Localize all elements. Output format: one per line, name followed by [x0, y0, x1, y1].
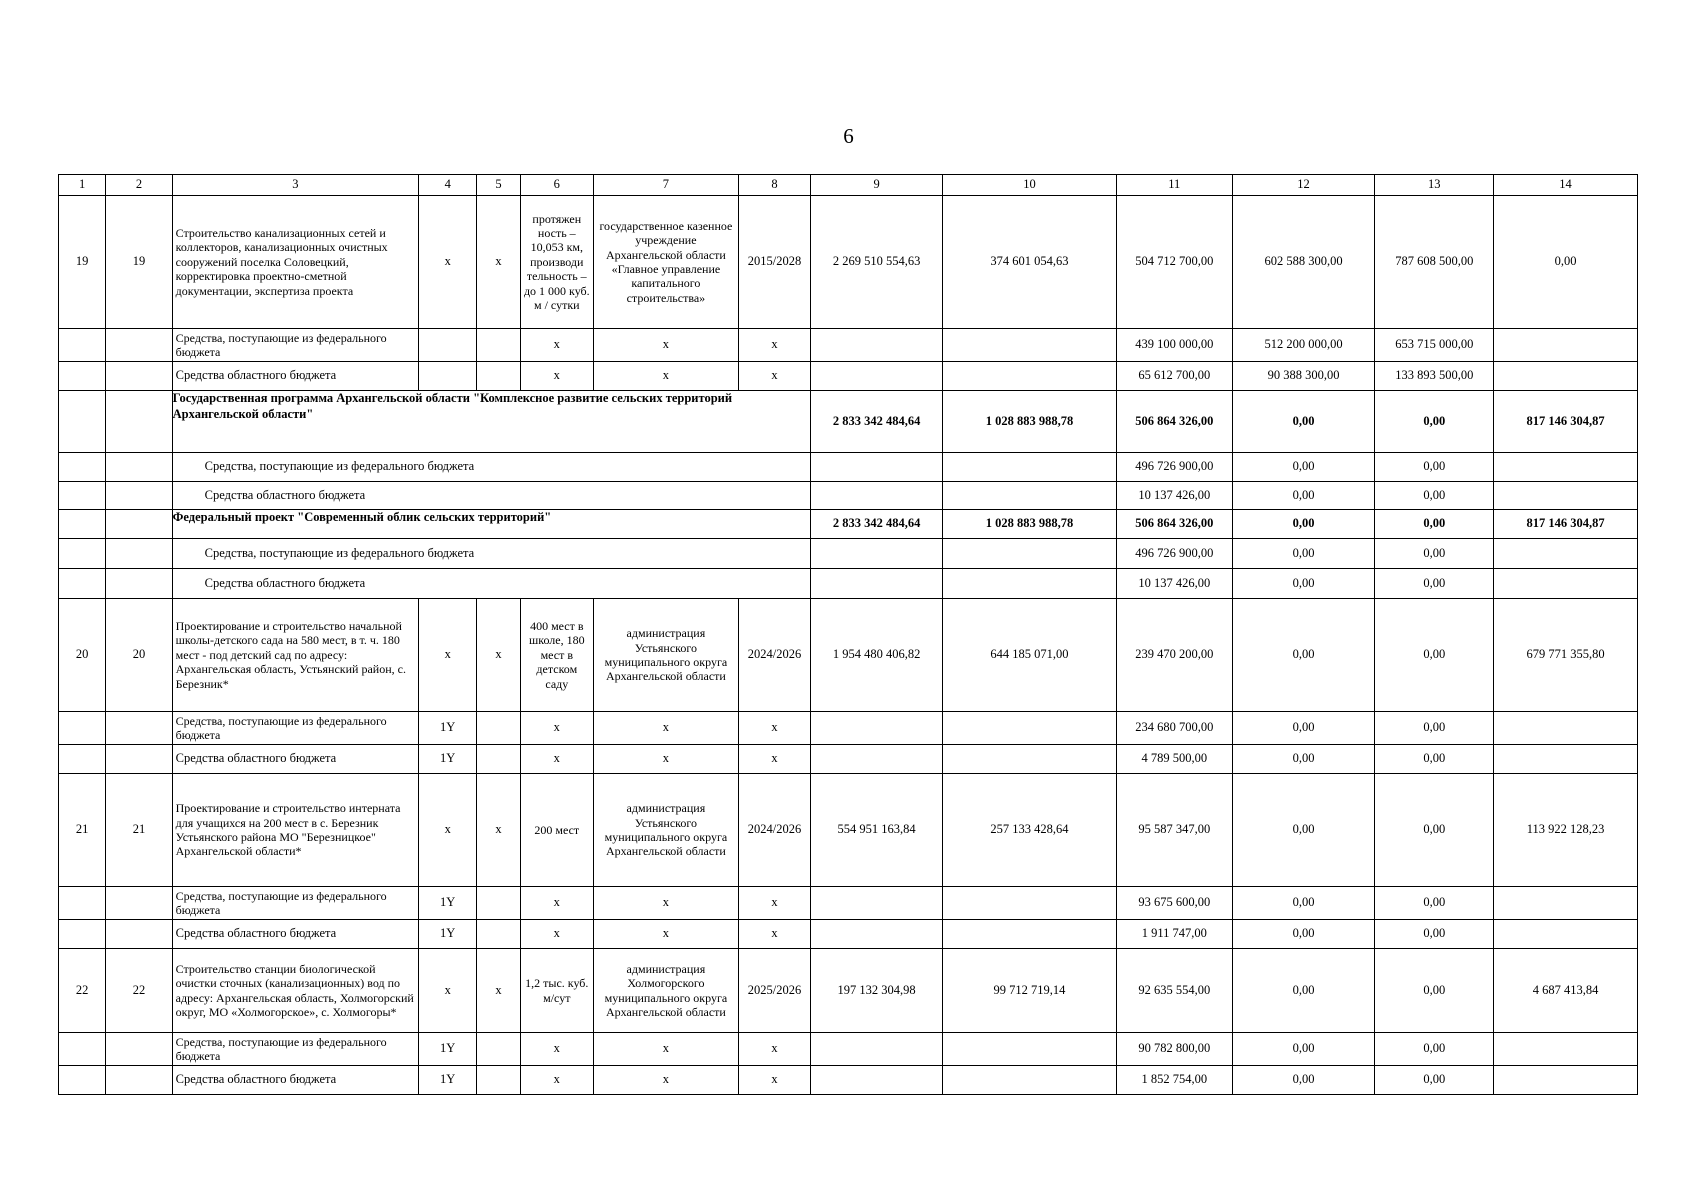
- header-cell: 10: [942, 175, 1116, 196]
- header-cell: 12: [1232, 175, 1375, 196]
- cost-2024: 4 789 500,00: [1116, 745, 1232, 774]
- capacity: 400 мест в школе, 180 мест в детском саду: [520, 599, 593, 712]
- cost-2025: 0,00: [1232, 453, 1375, 482]
- cost-2024: 504 712 700,00: [1116, 196, 1232, 329]
- cost-2024: 239 470 200,00: [1116, 599, 1232, 712]
- funding-label: Средства областного бюджета: [172, 482, 811, 510]
- cell-x: х: [520, 712, 593, 745]
- period: 2024/2026: [738, 774, 810, 887]
- row-number: 22: [106, 949, 172, 1033]
- cost-2026: 133 893 500,00: [1375, 362, 1494, 391]
- cell-x: х: [594, 362, 739, 391]
- table-row: [59, 712, 1638, 745]
- header-cell: 11: [1116, 175, 1232, 196]
- cost-2026: 0,00: [1375, 1066, 1494, 1095]
- object-name: Строительство канализационных сетей и коллекторов, канализационных очистных сооружений поселка Соловецкий, корректировка проектно-сметной документации, экспертиза проекта: [172, 196, 418, 329]
- table-row: [59, 510, 1638, 539]
- cost-2025: 0,00: [1232, 774, 1375, 887]
- table-row: [59, 482, 1638, 510]
- cost-2025: 0,00: [1232, 920, 1375, 949]
- object-name: Строительство станции биологической очистки сточных (канализационных) вод по адресу: Архангельская область, Холмогорский округ, МО «Холмогорское», с. Холмогоры*: [172, 949, 418, 1033]
- period: 2025/2026: [738, 949, 810, 1033]
- cell-x: х: [738, 887, 810, 920]
- cost-2024: 90 782 800,00: [1116, 1033, 1232, 1066]
- cost-2025: 0,00: [1232, 569, 1375, 599]
- cost-2025: 0,00: [1232, 510, 1375, 539]
- budget-code: 1Y: [419, 745, 477, 774]
- cost-2025: 602 588 300,00: [1232, 196, 1375, 329]
- cost-2026: 0,00: [1375, 1033, 1494, 1066]
- row-number: 22: [59, 949, 106, 1033]
- table-row: [59, 920, 1638, 949]
- cost-remaining: 0,00: [1494, 196, 1638, 329]
- header-cell: 4: [419, 175, 477, 196]
- cell-x: х: [738, 329, 810, 362]
- header-cell: 1: [59, 175, 106, 196]
- cost-2024: 439 100 000,00: [1116, 329, 1232, 362]
- cost-2024: 506 864 326,00: [1116, 510, 1232, 539]
- cost-2025: 90 388 300,00: [1232, 362, 1375, 391]
- table-row: [59, 391, 1638, 453]
- budget-code: 1Y: [419, 887, 477, 920]
- table-row: [59, 949, 1638, 1033]
- cost-remaining: 679 771 355,80: [1494, 599, 1638, 712]
- cost-total: 2 269 510 554,63: [811, 196, 943, 329]
- header-cell: 6: [520, 175, 593, 196]
- project-title: Федеральный проект "Современный облик сельских территорий": [172, 510, 811, 539]
- cost-2025: 0,00: [1232, 1033, 1375, 1066]
- cell-x: х: [520, 745, 593, 774]
- cost-2024: 496 726 900,00: [1116, 539, 1232, 569]
- cost-2025: 0,00: [1232, 887, 1375, 920]
- cost-2025: 0,00: [1232, 949, 1375, 1033]
- cell-x: х: [419, 599, 477, 712]
- cost-2024: 1 852 754,00: [1116, 1066, 1232, 1095]
- table-row: [59, 329, 1638, 362]
- cell-x: х: [419, 949, 477, 1033]
- funding-label: Средства, поступающие из федерального бюджета: [172, 539, 811, 569]
- object-name: Проектирование и строительство начальной школы-детского сада на 580 мест, в т. ч. 180 мест - под детский сад по адресу: Архангельская область, Устьянский район, с. Березник*: [172, 599, 418, 712]
- row-number: 19: [59, 196, 106, 329]
- table-row: [59, 1033, 1638, 1066]
- row-number: 21: [106, 774, 172, 887]
- cell-x: х: [594, 1066, 739, 1095]
- cost-total: 554 951 163,84: [811, 774, 943, 887]
- table-row: [59, 569, 1638, 599]
- table-row: [59, 1066, 1638, 1095]
- cell-x: х: [520, 329, 593, 362]
- cell-x: х: [520, 1033, 593, 1066]
- cell-x: х: [594, 1033, 739, 1066]
- cost-total: 2 833 342 484,64: [811, 510, 943, 539]
- budget-code: 1Y: [419, 712, 477, 745]
- cost-2025: 0,00: [1232, 599, 1375, 712]
- cost-2026: 0,00: [1375, 539, 1494, 569]
- investment-table: [58, 174, 1638, 1095]
- cost-remaining: 4 687 413,84: [1494, 949, 1638, 1033]
- customer: администрация Холмогорского муниципального округа Архангельской области: [594, 949, 739, 1033]
- cost-2024: 496 726 900,00: [1116, 453, 1232, 482]
- budget-code: 1Y: [419, 920, 477, 949]
- cost-2026: 0,00: [1375, 510, 1494, 539]
- cell-x: х: [738, 712, 810, 745]
- program-title: Государственная программа Архангельской области "Комплексное развитие сельских территорий Архангельской области": [172, 391, 811, 453]
- funding-label: Средства областного бюджета: [172, 1066, 418, 1095]
- budget-code: 1Y: [419, 1033, 477, 1066]
- cell-x: х: [594, 329, 739, 362]
- cost-2025: 0,00: [1232, 391, 1375, 453]
- funding-label: Средства, поступающие из федерального бюджета: [172, 329, 418, 362]
- row-number: 20: [106, 599, 172, 712]
- budget-code: 1Y: [419, 1066, 477, 1095]
- cost-2024: 1 911 747,00: [1116, 920, 1232, 949]
- cost-total: 197 132 304,98: [811, 949, 943, 1033]
- header-cell: 5: [477, 175, 520, 196]
- cell-x: х: [738, 1033, 810, 1066]
- period: 2015/2028: [738, 196, 810, 329]
- header-cell: 8: [738, 175, 810, 196]
- header-cell: 2: [106, 175, 172, 196]
- cost-total: 2 833 342 484,64: [811, 391, 943, 453]
- table-row: [59, 453, 1638, 482]
- cell-x: х: [520, 920, 593, 949]
- header-cell: 14: [1494, 175, 1638, 196]
- object-name: Проектирование и строительство интерната для учащихся на 200 мест в с. Березник Устьянского района МО "Березницкое" Архангельской области*: [172, 774, 418, 887]
- cost-2026: 653 715 000,00: [1375, 329, 1494, 362]
- capacity: протяжен ность – 10,053 км, производи тельность – до 1 000 куб. м / сутки: [520, 196, 593, 329]
- table-row: [59, 196, 1638, 329]
- cost-2026: 0,00: [1375, 949, 1494, 1033]
- page-number: 6: [843, 124, 854, 148]
- table-row: [59, 745, 1638, 774]
- header-row: [59, 175, 1638, 196]
- cell-x: х: [738, 745, 810, 774]
- row-number: 20: [59, 599, 106, 712]
- cell-x: х: [520, 887, 593, 920]
- cell-x: х: [594, 887, 739, 920]
- customer: государственное казенное учреждение Архангельской области «Главное управление капитального строительства»: [594, 196, 739, 329]
- row-number: 21: [59, 774, 106, 887]
- cost-2026: 0,00: [1375, 712, 1494, 745]
- cost-2025: 0,00: [1232, 539, 1375, 569]
- cost-2026: 0,00: [1375, 887, 1494, 920]
- cost-2024: 10 137 426,00: [1116, 569, 1232, 599]
- cost-2024: 506 864 326,00: [1116, 391, 1232, 453]
- cell-x: х: [477, 949, 520, 1033]
- cost-2026: 0,00: [1375, 569, 1494, 599]
- cost-2026: 0,00: [1375, 920, 1494, 949]
- header-cell: 3: [172, 175, 418, 196]
- cell-x: х: [738, 362, 810, 391]
- cost-2024: 95 587 347,00: [1116, 774, 1232, 887]
- table-row: [59, 362, 1638, 391]
- cost-done: 1 028 883 988,78: [942, 391, 1116, 453]
- cost-2026: 0,00: [1375, 453, 1494, 482]
- funding-label: Средства, поступающие из федерального бюджета: [172, 453, 811, 482]
- cell-x: х: [594, 920, 739, 949]
- cell-x: х: [477, 599, 520, 712]
- cost-2025: 512 200 000,00: [1232, 329, 1375, 362]
- cell-x: х: [419, 774, 477, 887]
- cost-done: 374 601 054,63: [942, 196, 1116, 329]
- cell-x: х: [738, 1066, 810, 1095]
- cell-x: х: [520, 1066, 593, 1095]
- cost-done: 1 028 883 988,78: [942, 510, 1116, 539]
- funding-label: Средства областного бюджета: [172, 920, 418, 949]
- cell-x: х: [477, 774, 520, 887]
- header-cell: 7: [594, 175, 739, 196]
- funding-label: Средства, поступающие из федерального бюджета: [172, 1033, 418, 1066]
- cost-done: 99 712 719,14: [942, 949, 1116, 1033]
- cost-2025: 0,00: [1232, 745, 1375, 774]
- cost-2024: 93 675 600,00: [1116, 887, 1232, 920]
- funding-label: Средства областного бюджета: [172, 745, 418, 774]
- cell-x: х: [594, 745, 739, 774]
- customer: администрация Устьянского муниципального округа Архангельской области: [594, 774, 739, 887]
- cost-2024: 234 680 700,00: [1116, 712, 1232, 745]
- cost-2026: 0,00: [1375, 599, 1494, 712]
- row-number: 19: [106, 196, 172, 329]
- table-row: [59, 887, 1638, 920]
- period: 2024/2026: [738, 599, 810, 712]
- cost-2024: 92 635 554,00: [1116, 949, 1232, 1033]
- header-cell: 13: [1375, 175, 1494, 196]
- header-cell: 9: [811, 175, 943, 196]
- cost-total: 1 954 480 406,82: [811, 599, 943, 712]
- cost-remaining: 817 146 304,87: [1494, 391, 1638, 453]
- cost-2025: 0,00: [1232, 712, 1375, 745]
- cost-2024: 10 137 426,00: [1116, 482, 1232, 510]
- funding-label: Средства, поступающие из федерального бюджета: [172, 887, 418, 920]
- customer: администрация Устьянского муниципального округа Архангельской области: [594, 599, 739, 712]
- cost-2026: 0,00: [1375, 745, 1494, 774]
- cell-x: х: [520, 362, 593, 391]
- funding-label: Средства областного бюджета: [172, 362, 418, 391]
- cost-2026: 0,00: [1375, 482, 1494, 510]
- cost-remaining: 817 146 304,87: [1494, 510, 1638, 539]
- table-row: [59, 539, 1638, 569]
- cell-x: х: [419, 196, 477, 329]
- cost-done: 257 133 428,64: [942, 774, 1116, 887]
- cost-2025: 0,00: [1232, 482, 1375, 510]
- cell-x: х: [738, 920, 810, 949]
- cell-x: х: [594, 712, 739, 745]
- cost-2026: 787 608 500,00: [1375, 196, 1494, 329]
- cost-2024: 65 612 700,00: [1116, 362, 1232, 391]
- table-row: [59, 599, 1638, 712]
- capacity: 1,2 тыс. куб. м/сут: [520, 949, 593, 1033]
- cell-x: х: [477, 196, 520, 329]
- cost-2025: 0,00: [1232, 1066, 1375, 1095]
- cost-done: 644 185 071,00: [942, 599, 1116, 712]
- funding-label: Средства, поступающие из федерального бюджета: [172, 712, 418, 745]
- cost-2026: 0,00: [1375, 391, 1494, 453]
- cost-remaining: 113 922 128,23: [1494, 774, 1638, 887]
- cost-2026: 0,00: [1375, 774, 1494, 887]
- capacity: 200 мест: [520, 774, 593, 887]
- table-row: [59, 774, 1638, 887]
- funding-label: Средства областного бюджета: [172, 569, 811, 599]
